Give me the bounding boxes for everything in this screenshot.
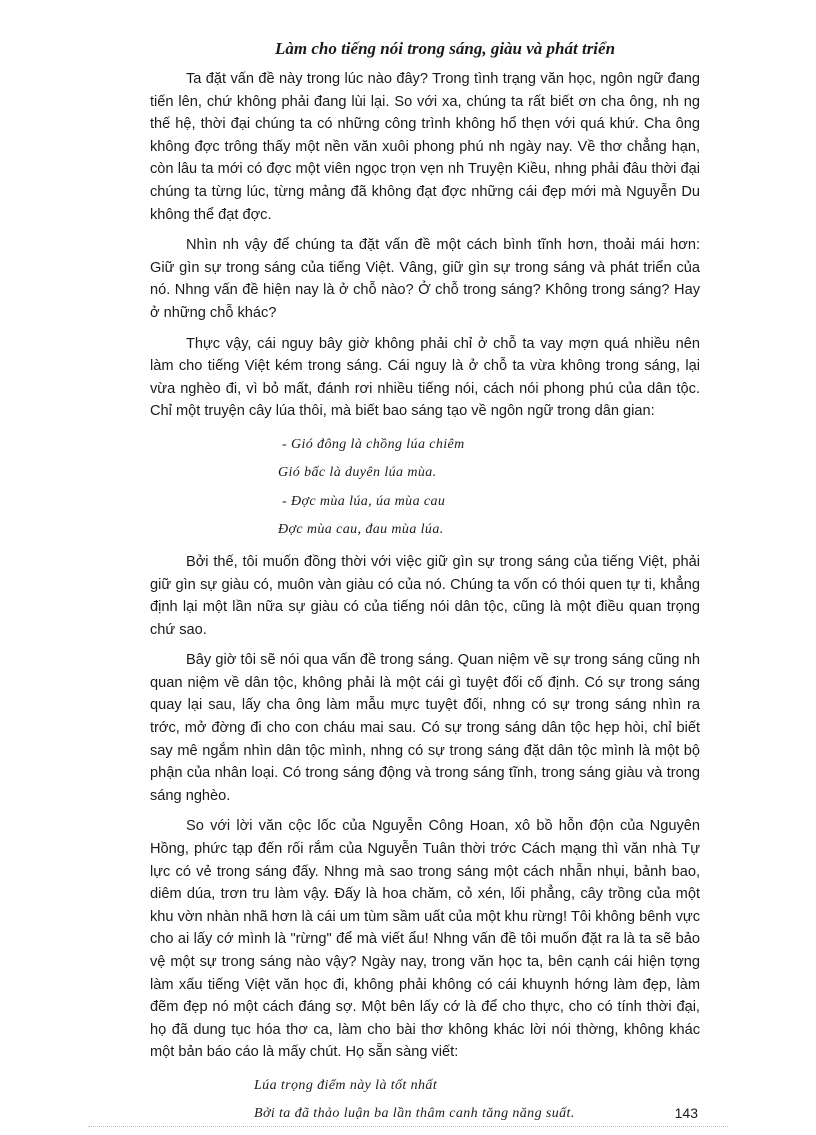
verse-line: - Đợc mùa lúa, úa mùa cau bbox=[282, 493, 446, 509]
paragraph-3: Thực vậy, cái nguy bây giờ không phải chỉ ở chỗ ta vay mợn quá nhiều nên làm cho tiếng Việt kém trong sáng. Cái nguy là ở chỗ ta vừa không trong sáng, lại vừa nghèo đi, vì bỏ mất, đánh rơi nhiều tiếng nói, cách nói phong phú của dân tộc. Chỉ một truyện cây lúa thôi, mà biết bao sáng tạo về ngôn ngữ trong dân gian: bbox=[150, 335, 700, 420]
verse-line: Lúa trọng điểm này là tốt nhất bbox=[254, 1077, 438, 1093]
folk-verse bbox=[150, 431, 700, 545]
verse-line: Đợc mùa cau, đau mùa lúa. bbox=[278, 522, 444, 538]
paragraph-2: Nhìn nh vậy để chúng ta đặt vấn đề một cách bình tĩnh hơn, thoải mái hơn: Giữ gìn sự trong sáng của tiếng Việt. Vâng, giữ gìn sự trong sáng và phát triển của nó. Nhng vấn đề hiện nay là ở chỗ nào? Ở chỗ trong sáng? Không trong sáng? Hay ở những chỗ khác? bbox=[150, 237, 700, 321]
modern-verse bbox=[150, 1072, 700, 1129]
document-body bbox=[150, 68, 700, 1135]
paragraph-4: Bởi thế, tôi muốn đồng thời với việc giữ gìn sự trong sáng của tiếng Việt, phải giữ gìn sự giàu có, muôn vàn giàu có của nó. Chúng ta vốn có thói quen tự ti, khẳng định lại một lần nữa sự giàu có của tiếng nói dân tộc, cũng là một điều quan trọng chứ sao. bbox=[150, 553, 700, 638]
page-title: Làm cho tiếng nói trong sáng, giàu và phát triển bbox=[274, 39, 616, 58]
footer-divider bbox=[88, 1126, 728, 1127]
verse-line: Bởi ta đã thảo luận ba lần thâm canh tăng năng suất. bbox=[254, 1106, 575, 1122]
paragraph-6: So với lời văn cộc lốc của Nguyễn Công Hoan, xô bồ hỗn độn của Nguyên Hồng, phức tạp đến rối rắm của Nguyễn Tuân thời trớc Cách mạng thì văn nhà Tự lực có vẻ trong sáng đấy. Nhng mà sao trong sáng một cách nhẫn nhụi, bảnh bao, diêm dúa, trơn tru làm vậy. Đấy là hoa chăm, cỏ xén, lối phẳng, cây trồng của một khu vờn nhàn nhã hơn là cái um tùm sầm uất của một khu rừng! Tôi không bênh vực cho ai lấy cớ mình là "rừng" để mà viết ẩu! Nhng vấn đề tôi muốn đặt ra là ta sẽ bảo vệ một sự trong sáng nào vậy? Ngày nay, trong văn học ta, bên cạnh cái hiện tợng làm xấu tiếng Việt văn học đi, không phải không có cái khuynh hớng làm đẹp, làm đẽm đẹp nó một cách đáng sợ. Một bên lấy cớ là để cho thực, cho có tính thời đại, họ đã dung tục hóa thơ ca, làm cho bài thơ không khác lời nói thờng, không khác một bản báo cáo là mấy chút. Họ sẵn sàng viết: bbox=[150, 818, 700, 1061]
verse-line: Gió bấc là duyên lúa mùa. bbox=[278, 465, 437, 481]
paragraph-1: Ta đặt vấn đề này trong lúc nào đây? Trong tình trạng văn học, ngôn ngữ đang tiến lên, chứ không phải đang lùi lại. So với xa, chúng ta rất biết ơn cha ông, nh ng thế hệ, thời đại chúng ta có những công trình không hổ thẹn với quá khứ. Cha ông không đợc trông thấy một nền văn xuôi phong phú nh ngày nay. Về thơ chẳng hạn, còn lâu ta mới có đợc một viên ngọc trọn vẹn nh Truyện Kiều, nhng phải đâu thời đại chúng ta từng lúc, từng mảng đã không đạt đợc những cái đẹp mới mà Nguyễn Du không thể đạt đợc. bbox=[150, 71, 700, 223]
verse-line: - Gió đông là chồng lúa chiêm bbox=[282, 436, 465, 452]
paragraph-5: Bây giờ tôi sẽ nói qua vấn đề trong sáng. Quan niệm về sự trong sáng cũng nh quan niệm về dân tộc, không phải là một cái gì tuyệt đối cố định. Có sự trong sáng quay lại sau, lấy cha ông làm mẫu mực tuyệt đối, nhng có sự trong sáng nhìn ra trớc, mở đờng đi cho con cháu mai sau. Có sự trong sáng dân tộc hẹp hòi, chỉ biết say mê ngắm nhìn dân tộc mình, nhng có sự trong sáng đặt dân tộc mình là một bộ phận của nhân loại. Có trong sáng động và trong sáng tĩnh, trong sáng giàu và trong sáng nghèo. bbox=[150, 652, 700, 804]
page-number: 143 bbox=[674, 1105, 698, 1121]
